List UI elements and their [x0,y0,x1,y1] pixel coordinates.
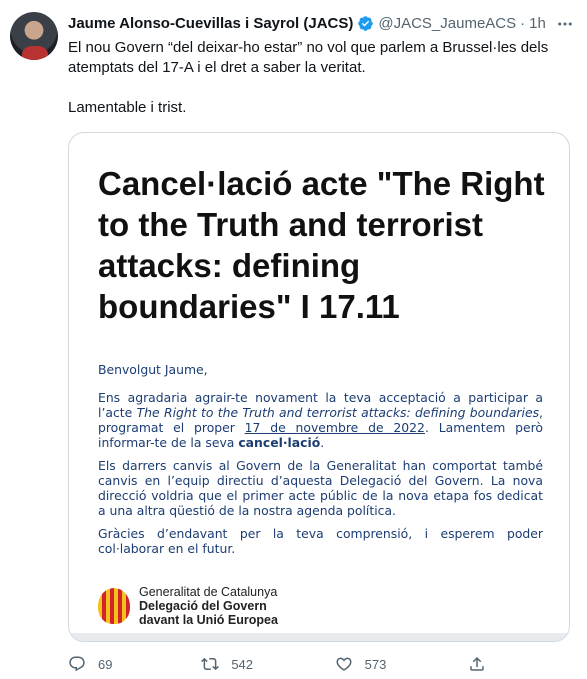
letter-body [98,362,543,564]
share-button[interactable] [468,655,498,673]
letter-greeting: Benvolgut Jaume, [98,362,208,377]
tweet-actions [68,653,498,675]
tweet-timestamp[interactable]: 1h [529,14,546,32]
verified-badge-icon [357,15,374,32]
like-button[interactable] [335,655,468,673]
generalitat-logo [98,585,278,627]
image-bottom-strip [69,633,569,641]
tweet-image[interactable] [68,132,570,642]
letter-paragraph-2: Els darrers canvis al Govern de la Generalitat han comportat també canvis en l’equip directiu d’aquesta Delegació del Govern. La nova direcció voldria que el primer acte públic de la nova etapa fos dedicat a una altra qüestió de la nostra agenda política. [98,458,543,518]
more-options-icon[interactable] [555,14,575,34]
retweet-button[interactable] [201,655,334,673]
reply-button[interactable] [68,655,201,673]
tweet-text [68,38,573,118]
tweet-header [68,13,577,33]
tweet-text-line1: El nou Govern “del deixar-ho estar” no vol que parlem a Brussel·les dels atemptats del 17-A i el dret a saber la veritat. [68,39,549,76]
heart-icon [335,655,353,673]
avatar[interactable] [10,12,58,60]
tweet-text-line2: Lamentable i trist. [68,99,187,116]
retweet-icon [201,655,219,673]
separator-dot: · [520,14,526,32]
like-count: 573 [364,656,387,672]
document-title: Cancel·lació acte "The Right to the Truth and terrorist attacks: defining boundaries" I 17.11 [98,165,545,325]
senyera-icon [98,588,130,624]
letter-paragraph-3: Gràcies d’endavant per la teva comprensió, i esperem poder col·laborar en el futur. [98,526,543,556]
logo-text: Generalitat de Catalunya Delegació del Govern davant la Unió Europea [139,585,278,627]
author-name[interactable]: Jaume Alonso-Cuevillas i Sayrol (JACS) [68,14,354,32]
letter-paragraph-1: Ens agradaria agrair-te novament la teva acceptació a participar a l’acte The Right to the Truth and terrorist attacks: defining boundaries, programat el proper 17 de novembre de 2022. Lamentem però informar-te de la seva cancel·lació. [98,390,543,450]
share-icon [468,655,486,673]
retweet-count: 542 [231,656,254,672]
author-handle[interactable]: @JACS_JaumeACS [378,14,517,32]
reply-count: 69 [98,656,113,672]
reply-icon [68,655,86,673]
